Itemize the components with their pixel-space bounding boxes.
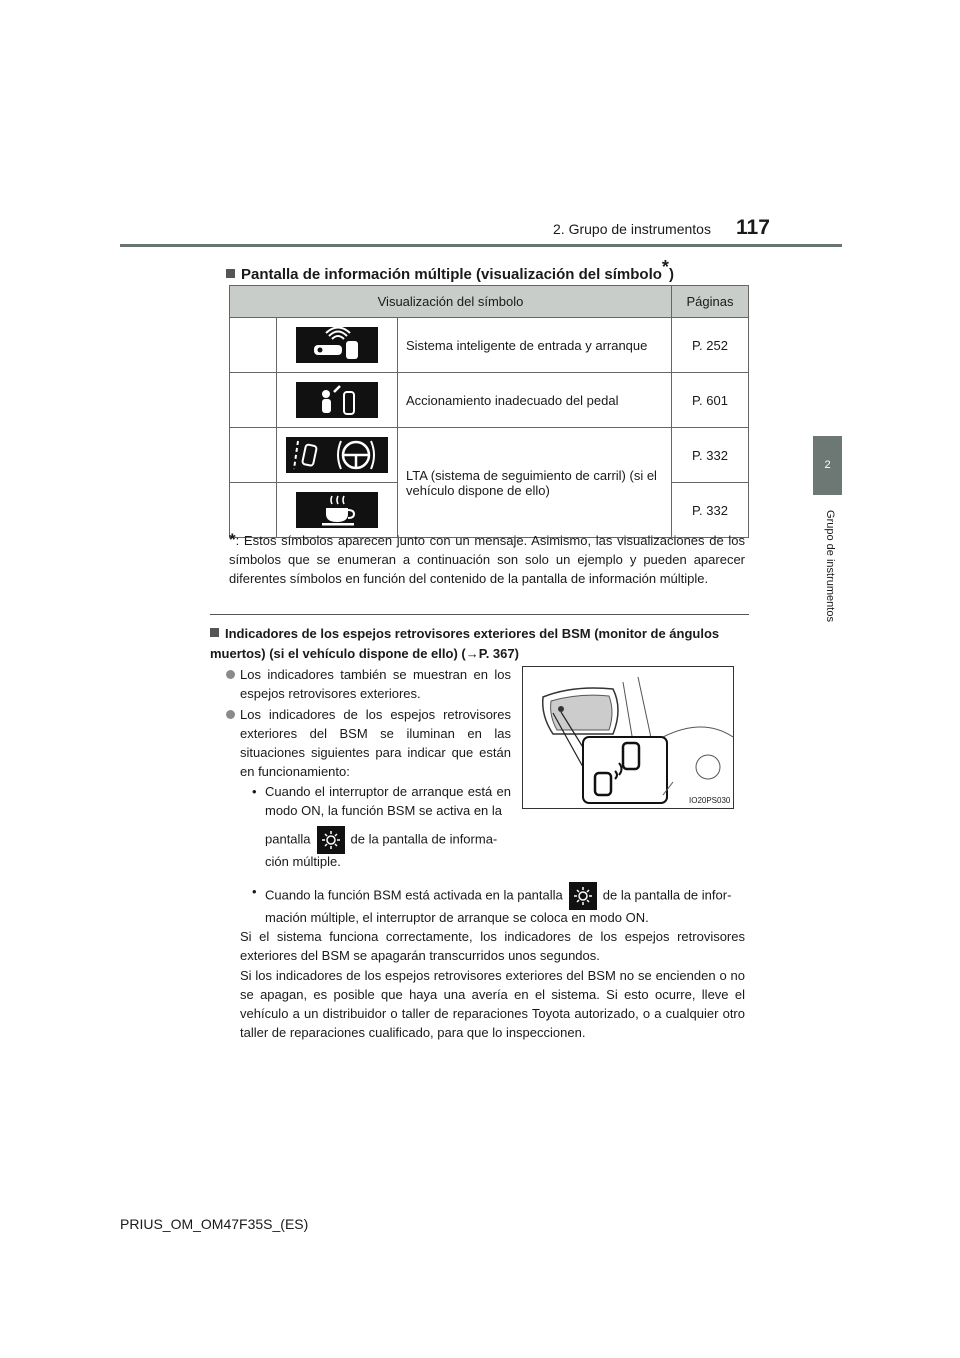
chapter-tab-label: Grupo de instrumentos — [824, 510, 836, 622]
row-page: P. 332 — [672, 483, 749, 538]
section-heading-multi-info — [226, 257, 674, 283]
section-heading-bsm — [210, 624, 750, 664]
section-heading-bsm-text: Indicadores de los espejos retrovisores exteriores del BSM (monitor de ángulos muertos) (si el vehículo dispone de ello) (→P. 367) — [210, 626, 720, 661]
footnote-text: : Estos símbolos aparecen junto con un mensaje. Asimismo, las visualizaciones de los símbolos que se enumeran a continuación son solo un ejemplo y pueden aparecer diferentes símbolos en función del contenido de la pantalla de información múltiple. — [229, 533, 745, 586]
row-page: P. 252 — [672, 318, 749, 373]
section-heading-text: Pantalla de información múltiple (visualización del símbolo — [241, 266, 662, 283]
sub-bullet-marker: • — [252, 884, 257, 899]
sub-bullet-text-pre: Cuando la función BSM está activada en la pantalla — [265, 887, 563, 903]
smart-key-icon — [296, 327, 378, 363]
sub-bullet-line — [265, 882, 731, 910]
sub-bullet-text: ción múltiple. — [265, 854, 341, 869]
table-footnote — [229, 530, 745, 588]
bsm-mirror-figure — [522, 666, 734, 809]
figure-code: IO20PS030 — [689, 796, 731, 805]
round-bullet-icon — [226, 710, 235, 719]
table-row — [230, 428, 749, 483]
page-number: 117 — [736, 216, 770, 239]
coffee-cup-icon — [296, 492, 378, 528]
sub-bullet-text-post: de la pantalla de infor- — [602, 887, 732, 903]
section-divider — [210, 614, 749, 615]
table-header-symbol: Visualización del símbolo — [230, 286, 672, 318]
table-row — [230, 373, 749, 428]
sub-bullet-marker: • — [252, 784, 257, 799]
header-rule — [120, 244, 842, 247]
row-description: Accionamiento inadecuado del pedal — [398, 373, 672, 428]
round-bullet-icon — [226, 670, 235, 679]
pedal-misuse-icon — [296, 382, 378, 418]
paragraph: Si los indicadores de los espejos retrovisores exteriores del BSM no se encienden o no se apagan, es posible que haya una avería en el sistema. Si esto ocurre, lleve el vehículo a un distribuidor o taller de reparaciones Toyota autorizado, o a cualquier otro taller de reparaciones cualificado, para que lo inspeccionen. — [240, 968, 745, 1040]
table-header-pages: Páginas — [672, 286, 749, 318]
running-header-section: 2. Grupo de instrumentos — [553, 221, 711, 237]
row-description: LTA (sistema de seguimiento de carril) (si el vehículo dispone de ello) — [398, 428, 672, 538]
row-description: Sistema inteligente de entrada y arranque — [398, 318, 672, 373]
bsm-setting-icon — [317, 826, 345, 854]
row-page: P. 601 — [672, 373, 749, 428]
sub-bullet-text-post: de la pantalla de informa- — [350, 831, 498, 847]
symbol-table — [229, 285, 749, 538]
sub-bullet-text-pre: pantalla — [265, 831, 311, 847]
section-heading-suffix: ) — [668, 266, 674, 283]
footnote-marker: * — [229, 530, 236, 549]
bsm-setting-icon — [569, 882, 597, 910]
heading-asterisk: * — [661, 257, 669, 277]
chapter-tab: 2 — [813, 436, 842, 495]
lta-steering-icon — [286, 437, 388, 473]
sub-bullet-text: Cuando el interruptor de arranque está en modo ON, la función BSM se activa en la — [265, 784, 511, 818]
square-bullet-icon — [210, 628, 219, 637]
document-id: PRIUS_OM_OM47F35S_(ES) — [120, 1216, 309, 1232]
square-bullet-icon — [226, 269, 235, 278]
bullet-text: Los indicadores también se muestran en los espejos retrovisores exteriores. — [240, 667, 511, 701]
row-page: P. 332 — [672, 428, 749, 483]
bullet-text: Los indicadores de los espejos retrovisores exteriores del BSM se iluminan en las situaciones siguientes para indicar que están en funcionamiento: — [240, 707, 511, 779]
sub-bullet-text: mación múltiple, el interruptor de arranque se coloca en modo ON. — [265, 910, 649, 925]
sub-bullet-line — [265, 826, 497, 854]
table-row — [230, 318, 749, 373]
mirror-illustration — [523, 667, 733, 808]
table-header-row — [230, 286, 749, 318]
paragraph: Si el sistema funciona correctamente, los indicadores de los espejos retrovisores exteriores del BSM se apagarán transcurridos unos segundos. — [240, 929, 745, 963]
